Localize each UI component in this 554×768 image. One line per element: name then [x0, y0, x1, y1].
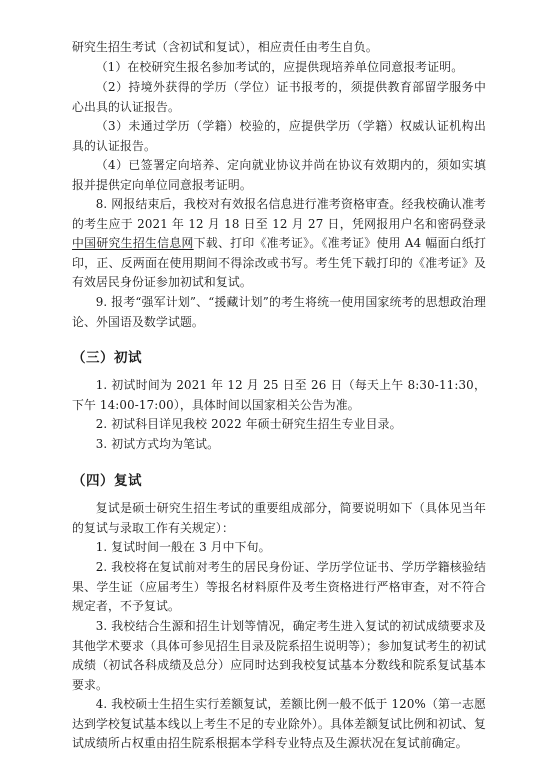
paragraph-item-3: （3）未通过学历（学籍）校验的，应提供学历（学籍）权威认证机构出具的认证报告。: [72, 119, 486, 153]
item8-text-before: 8. 网报结束后，我校对有效报名信息进行准考资格审查。经我校确认准考的考生应于 2021 年 12 月 18 日至 12 月 27 日，凭网报用户名和密码登录: [72, 197, 486, 231]
reexam-item-4: 4. 我校硕士生招生实行差额复试，差额比例一般不低于 120%（第一志愿达到学校复试基本线以上考生不足的专业除外）。具体差额复试比例和初试、复试成绩所占权重由招生院系根据本学科专业特点及生源状况在复试前确定。: [72, 697, 486, 750]
reexam-item-3: 3. 我校结合生源和招生计划等情况，确定考生进入复试的初试成绩要求及其他学术要求（具体可参见招生目录及院系招生说明等）；参加复试考生的初试成绩（初试各科成绩及总分）应同时达到我校复试基本分数线和院系复试基本要求。: [72, 619, 486, 692]
paragraph-continuation: 研究生招生考试（含初试和复试），相应责任由考生自负。: [72, 40, 378, 54]
initial-exam-item-1: 1. 初试时间为 2021 年 12 月 25 日至 26 日（每天上午 8:30-11:30，下午 14:00-17:00），具体时间以国家相关公告为准。: [72, 378, 486, 412]
paragraph-item-8: [72, 195, 486, 293]
paragraph-item-2: （2）持境外获得的学历（学位）证书报考的，须提供教育部留学服务中心出具的认证报告。: [72, 80, 486, 114]
cyzs-website-link[interactable]: 中国研究生招生信息网: [72, 236, 194, 250]
reexam-item-2: 2. 我校将在复试前对考生的居民身份证、学历学位证书、学历学籍核验结果、学生证（应届考生）等报名材料原件及考生资格进行严格审查，对不符合规定者，不予复试。: [72, 560, 486, 613]
item8-text-after: 下载、打印《准考证》。《准考证》使用 A4 幅面白纸打印，正、反两面在使用期间不得涂改或书写。考生凭下载打印的《准考证》及有效居民身份证参加初试和复试。: [72, 236, 486, 289]
section-title-reexam: （四）复试: [72, 473, 142, 489]
section-title-initial-exam: （三）初试: [72, 350, 142, 366]
paragraph-item-4: （4）已签署定向培养、定向就业协议并尚在协议有效期内的，须如实填报并提供定向单位同意报考证明。: [72, 158, 486, 192]
initial-exam-item-3: 3. 初试方式均为笔试。: [95, 437, 220, 451]
paragraph-item-1: （1）在校研究生报名参加考试的，应提供现培养单位同意报考证明。: [95, 60, 464, 74]
paragraph-item-9: 9. 报考“强军计划”、“援藏计划”的考生将统一使用国家统考的思想政治理论、外国语及数学试题。: [72, 295, 486, 329]
initial-exam-item-2: 2. 初试科目详见我校 2022 年硕士研究生招生专业目录。: [95, 417, 402, 431]
reexam-item-1: 1. 复试时间一般在 3 月中下旬。: [95, 540, 271, 554]
reexam-intro: 复试是硕士研究生招生考试的重要组成部分，简要说明如下（具体见当年的复试与录取工作有关规定）：: [72, 501, 486, 535]
